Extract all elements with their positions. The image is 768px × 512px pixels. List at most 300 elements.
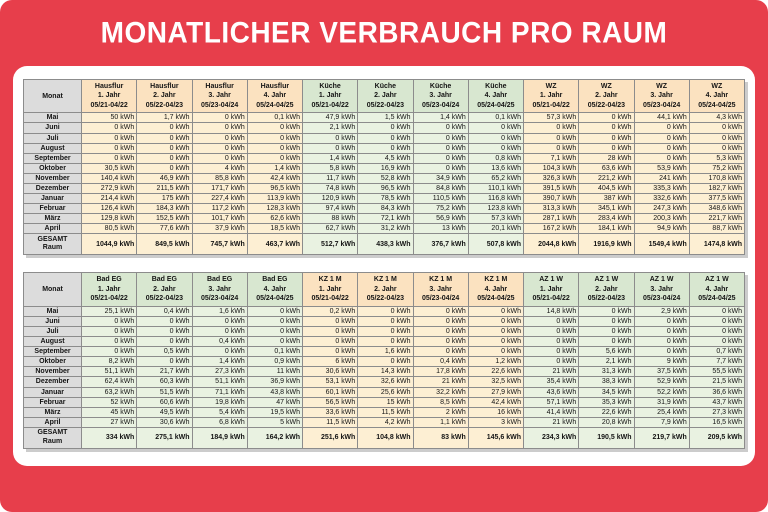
value-cell: 0 kWh (82, 133, 137, 143)
column-header (358, 273, 413, 306)
total-value-cell: 209,5 kWh (689, 427, 744, 448)
value-cell: 11,7 kWh (303, 173, 358, 183)
value-cell: 37,9 kWh (192, 224, 247, 234)
value-cell: 0 kWh (358, 326, 413, 336)
month-label: Juli (24, 133, 82, 143)
value-cell: 140,4 kWh (82, 173, 137, 183)
value-cell: 47,9 kWh (303, 113, 358, 123)
column-header (192, 273, 247, 306)
value-cell: 77,6 kWh (137, 224, 192, 234)
table-row (24, 214, 745, 224)
value-cell: 63,6 kWh (579, 163, 634, 173)
value-cell: 22,6 kWh (468, 367, 523, 377)
value-cell: 0,1 kWh (468, 113, 523, 123)
value-cell: 0 kWh (689, 143, 744, 153)
column-header-line: 05/24-04/25 (256, 295, 294, 303)
value-cell: 0,5 kWh (137, 347, 192, 357)
value-cell: 63,2 kWh (82, 387, 137, 397)
value-cell: 46,9 kWh (137, 173, 192, 183)
table-row (24, 153, 745, 163)
value-cell: 101,7 kWh (192, 214, 247, 224)
value-cell: 0 kWh (247, 337, 302, 347)
value-cell: 88 kWh (303, 214, 358, 224)
table-row (24, 347, 745, 357)
total-value-cell: 164,2 kWh (247, 427, 302, 448)
value-cell: 31,2 kWh (358, 224, 413, 234)
column-header-line: 05/22-04/23 (366, 295, 405, 303)
total-label-line: Raum (42, 437, 63, 445)
column-header (82, 80, 137, 113)
value-cell: 0 kWh (634, 326, 689, 336)
value-cell: 0 kWh (524, 357, 579, 367)
value-cell: 34,5 kWh (579, 387, 634, 397)
value-cell: 390,7 kWh (524, 194, 579, 204)
column-header-line: AZ 1 W (594, 276, 619, 284)
value-cell: 0,1 kWh (247, 347, 302, 357)
total-label-line: GESAMT (37, 429, 68, 437)
column-header (137, 80, 192, 113)
value-cell: 0 kWh (358, 357, 413, 367)
value-cell: 0 kWh (358, 133, 413, 143)
month-label: Mai (24, 113, 82, 123)
column-header-line: 4. Jahr (484, 92, 508, 100)
total-value-cell: 507,8 kWh (468, 234, 523, 255)
value-cell: 43,7 kWh (689, 397, 744, 407)
value-cell: 227,4 kWh (192, 194, 247, 204)
month-label: August (24, 337, 82, 347)
value-cell: 0 kWh (247, 316, 302, 326)
table-row (24, 183, 745, 193)
value-cell: 14,8 kWh (524, 306, 579, 316)
value-cell: 0 kWh (413, 153, 468, 163)
value-cell: 0 kWh (192, 153, 247, 163)
value-cell: 53,9 kWh (634, 163, 689, 173)
value-cell: 0 kWh (303, 347, 358, 357)
column-header (413, 80, 468, 113)
value-cell: 52 kWh (82, 397, 137, 407)
table-row (24, 113, 745, 123)
value-cell: 0 kWh (579, 133, 634, 143)
value-cell: 175 kWh (137, 194, 192, 204)
value-cell: 75,2 kWh (413, 204, 468, 214)
column-header (358, 80, 413, 113)
value-cell: 1,5 kWh (358, 113, 413, 123)
value-cell: 0 kWh (634, 143, 689, 153)
value-cell: 57,3 kWh (468, 214, 523, 224)
month-label: Oktober (24, 163, 82, 173)
column-header-line: 3. Jahr (650, 285, 673, 293)
total-value-cell: 145,6 kWh (468, 427, 523, 448)
month-label: März (24, 214, 82, 224)
value-cell: 0 kWh (192, 113, 247, 123)
table-row (24, 163, 745, 173)
total-value-cell: 849,5 kWh (137, 234, 192, 255)
value-cell: 7,9 kWh (634, 417, 689, 427)
total-value-cell: 334 kWh (82, 427, 137, 448)
column-header (524, 80, 579, 113)
column-header (689, 80, 744, 113)
value-cell: 0 kWh (689, 316, 744, 326)
value-cell: 33,6 kWh (303, 407, 358, 417)
column-header (247, 273, 302, 306)
value-cell: 5,6 kWh (579, 347, 634, 357)
month-label: März (24, 407, 82, 417)
value-cell: 1,4 kWh (413, 113, 468, 123)
value-cell: 0 kWh (413, 163, 468, 173)
column-header-line: 05/22-04/23 (145, 101, 184, 109)
value-cell: 0 kWh (192, 133, 247, 143)
month-label: Juni (24, 123, 82, 133)
value-cell: 0 kWh (358, 316, 413, 326)
total-row (24, 234, 745, 255)
total-value-cell: 376,7 kWh (413, 234, 468, 255)
total-value-cell: 219,7 kWh (634, 427, 689, 448)
value-cell: 8,2 kWh (82, 357, 137, 367)
total-value-cell: 275,1 kWh (137, 427, 192, 448)
value-cell: 0 kWh (137, 357, 192, 367)
value-cell: 11 kWh (247, 367, 302, 377)
column-header-line: 2. Jahr (153, 92, 176, 100)
column-header-line: 05/21-04/22 (311, 295, 349, 303)
total-value-cell: 190,5 kWh (579, 427, 634, 448)
value-cell: 4,5 kWh (358, 153, 413, 163)
value-cell: 0 kWh (82, 316, 137, 326)
column-header-line: 2. Jahr (374, 92, 397, 100)
value-cell: 17,8 kWh (413, 367, 468, 377)
value-cell: 27,3 kWh (689, 407, 744, 417)
value-cell: 0 kWh (689, 123, 744, 133)
column-header-line: AZ 1 W (705, 276, 729, 284)
column-header-line: Küche (319, 83, 341, 90)
value-cell: 0 kWh (468, 306, 523, 316)
value-cell: 14,3 kWh (358, 367, 413, 377)
value-cell: 1,4 kWh (247, 163, 302, 173)
column-header (303, 80, 358, 113)
value-cell: 182,7 kWh (689, 183, 744, 193)
column-header-line: WZ (545, 83, 557, 90)
value-cell: 35,4 kWh (524, 377, 579, 387)
value-cell: 51,1 kWh (192, 377, 247, 387)
value-cell: 32,6 kWh (358, 377, 413, 387)
value-cell: 19,5 kWh (247, 407, 302, 417)
value-cell: 6 kWh (303, 357, 358, 367)
column-header-line: Küche (485, 83, 507, 90)
value-cell: 348,6 kWh (689, 204, 744, 214)
value-cell: 0,4 kWh (137, 306, 192, 316)
month-label: Februar (24, 204, 82, 214)
value-cell: 3 kWh (468, 417, 523, 427)
value-cell: 120,9 kWh (303, 194, 358, 204)
tables-card (13, 66, 755, 466)
consumption-table-lower (23, 272, 745, 448)
total-value-cell: 251,6 kWh (303, 427, 358, 448)
value-cell: 62,7 kWh (303, 224, 358, 234)
value-cell: 2,1 kWh (303, 123, 358, 133)
month-label: November (24, 367, 82, 377)
value-cell: 377,5 kWh (689, 194, 744, 204)
value-cell: 0 kWh (358, 143, 413, 153)
total-value-cell: 83 kWh (413, 427, 468, 448)
month-label: Februar (24, 397, 82, 407)
month-label: Dezember (24, 183, 82, 193)
value-cell: 335,3 kWh (634, 183, 689, 193)
value-cell: 0 kWh (137, 337, 192, 347)
value-cell: 128,3 kWh (247, 204, 302, 214)
value-cell: 387 kWh (579, 194, 634, 204)
value-cell: 0 kWh (524, 143, 579, 153)
value-cell: 32,2 kWh (413, 387, 468, 397)
total-value-cell: 104,8 kWh (358, 427, 413, 448)
value-cell: 60,3 kWh (137, 377, 192, 387)
column-header-line: 05/23-04/24 (200, 295, 239, 303)
value-cell: 0 kWh (413, 347, 468, 357)
column-header (579, 273, 634, 306)
value-cell: 7,1 kWh (524, 153, 579, 163)
column-header-line: 05/23-04/24 (642, 295, 681, 303)
value-cell: 0 kWh (579, 306, 634, 316)
value-cell: 0 kWh (358, 306, 413, 316)
value-cell: 56,5 kWh (303, 397, 358, 407)
value-cell: 43,6 kWh (524, 387, 579, 397)
table-row (24, 194, 745, 204)
column-header-line: KZ 1 M (318, 276, 342, 284)
value-cell: 4,3 kWh (689, 113, 744, 123)
value-cell: 0 kWh (358, 123, 413, 133)
value-cell: 57,1 kWh (524, 397, 579, 407)
value-cell: 0 kWh (303, 316, 358, 326)
column-header-line: Hausflur (94, 83, 124, 90)
value-cell: 0 kWh (413, 123, 468, 133)
value-cell: 211,5 kWh (137, 183, 192, 193)
column-header (137, 273, 192, 306)
column-header-line: 05/22-04/23 (366, 101, 405, 109)
column-header (303, 273, 358, 306)
total-label-line: Raum (42, 244, 63, 252)
value-cell: 0 kWh (579, 326, 634, 336)
value-cell: 0 kWh (579, 123, 634, 133)
value-cell: 0 kWh (413, 133, 468, 143)
value-cell: 37,5 kWh (634, 367, 689, 377)
month-label: Januar (24, 194, 82, 204)
value-cell: 97,4 kWh (303, 204, 358, 214)
value-cell: 32,5 kWh (468, 377, 523, 387)
total-label-line: GESAMT (37, 235, 68, 243)
value-cell: 27,9 kWh (468, 387, 523, 397)
value-cell: 0 kWh (634, 133, 689, 143)
column-header-line: 1. Jahr (97, 92, 121, 100)
value-cell: 31,9 kWh (634, 397, 689, 407)
value-cell: 85,8 kWh (192, 173, 247, 183)
value-cell: 35,3 kWh (579, 397, 634, 407)
value-cell: 184,1 kWh (579, 224, 634, 234)
column-header-line: 05/24-04/25 (698, 101, 736, 109)
column-header-line: KZ 1 M (373, 276, 397, 284)
month-label: April (24, 224, 82, 234)
value-cell: 221,7 kWh (689, 214, 744, 224)
table-row (24, 357, 745, 367)
value-cell: 272,9 kWh (82, 183, 137, 193)
month-label: Januar (24, 387, 82, 397)
value-cell: 0 kWh (82, 337, 137, 347)
table-row (24, 123, 745, 133)
value-cell: 27,3 kWh (192, 367, 247, 377)
column-header-line: 4. Jahr (705, 92, 729, 100)
column-header-line: Küche (374, 83, 397, 90)
value-cell: 113,9 kWh (247, 194, 302, 204)
column-header-line: 05/21-04/22 (532, 295, 570, 303)
value-cell: 22,6 kWh (579, 407, 634, 417)
column-header-line: Bad EG (262, 276, 288, 284)
value-cell: 5,8 kWh (303, 163, 358, 173)
value-cell: 50 kWh (82, 113, 137, 123)
value-cell: 0 kWh (689, 133, 744, 143)
value-cell: 283,4 kWh (579, 214, 634, 224)
value-cell: 129,8 kWh (82, 214, 137, 224)
value-cell: 16 kWh (468, 407, 523, 417)
value-cell: 0 kWh (247, 143, 302, 153)
value-cell: 0 kWh (468, 326, 523, 336)
value-cell: 20,1 kWh (468, 224, 523, 234)
value-cell: 0 kWh (634, 337, 689, 347)
table-row (24, 407, 745, 417)
value-cell: 0 kWh (634, 347, 689, 357)
value-cell: 11,5 kWh (303, 417, 358, 427)
column-header-line: 4. Jahr (484, 285, 508, 293)
value-cell: 19,8 kWh (192, 397, 247, 407)
value-cell: 1,4 kWh (192, 357, 247, 367)
value-cell: 2,1 kWh (579, 357, 634, 367)
value-cell: 0 kWh (303, 133, 358, 143)
value-cell: 0 kWh (524, 123, 579, 133)
value-cell: 184,3 kWh (137, 204, 192, 214)
value-cell: 0 kWh (358, 337, 413, 347)
column-header (82, 273, 137, 306)
value-cell: 72,1 kWh (358, 214, 413, 224)
header-row (24, 273, 745, 306)
column-header-line: Bad EG (206, 276, 233, 284)
value-cell: 0 kWh (247, 306, 302, 316)
table-row (24, 143, 745, 153)
column-header-line: 05/22-04/23 (145, 295, 184, 303)
value-cell: 0 kWh (192, 123, 247, 133)
value-cell: 30,6 kWh (303, 367, 358, 377)
value-cell: 65,2 kWh (468, 173, 523, 183)
column-header-line: 4. Jahr (263, 285, 287, 293)
value-cell: 55,5 kWh (689, 367, 744, 377)
value-cell: 0,4 kWh (192, 337, 247, 347)
header-row (24, 80, 745, 113)
value-cell: 332,6 kWh (634, 194, 689, 204)
page-title: MONATLICHER VERBRAUCH PRO RAUM (100, 16, 668, 49)
value-cell: 1,6 kWh (192, 306, 247, 316)
value-cell: 0 kWh (247, 153, 302, 163)
total-value-cell: 438,3 kWh (358, 234, 413, 255)
total-value-cell: 234,3 kWh (524, 427, 579, 448)
value-cell: 0 kWh (413, 316, 468, 326)
value-cell: 74,8 kWh (303, 183, 358, 193)
table-row (24, 204, 745, 214)
value-cell: 34,9 kWh (413, 173, 468, 183)
total-value-cell: 184,9 kWh (192, 427, 247, 448)
month-label: April (24, 417, 82, 427)
table-row (24, 397, 745, 407)
value-cell: 247,3 kWh (634, 204, 689, 214)
value-cell: 0 kWh (137, 163, 192, 173)
value-cell: 5,3 kWh (689, 153, 744, 163)
value-cell: 52,2 kWh (634, 387, 689, 397)
table-row (24, 173, 745, 183)
value-cell: 200,3 kWh (634, 214, 689, 224)
value-cell: 57,3 kWh (524, 113, 579, 123)
column-header-line: 05/21-04/22 (90, 295, 128, 303)
column-header-line: 1. Jahr (97, 285, 121, 293)
column-header-line: 05/24-04/25 (698, 295, 736, 303)
value-cell: 0 kWh (468, 123, 523, 133)
value-cell: 30,5 kWh (82, 163, 137, 173)
value-cell: 287,1 kWh (524, 214, 579, 224)
value-cell: 0 kWh (413, 306, 468, 316)
value-cell: 60,1 kWh (303, 387, 358, 397)
value-cell: 0 kWh (689, 306, 744, 316)
value-cell: 21,7 kWh (137, 367, 192, 377)
value-cell: 20,8 kWh (579, 417, 634, 427)
value-cell: 21 kWh (524, 417, 579, 427)
value-cell: 0 kWh (468, 316, 523, 326)
value-cell: 0 kWh (137, 153, 192, 163)
column-header-line: 1. Jahr (539, 285, 563, 293)
value-cell: 88,7 kWh (689, 224, 744, 234)
table-row (24, 377, 745, 387)
value-cell: 0 kWh (247, 326, 302, 336)
column-header-line: WZ (600, 83, 612, 90)
value-cell: 71,1 kWh (192, 387, 247, 397)
column-header-line: AZ 1 W (649, 276, 674, 284)
table-row (24, 337, 745, 347)
month-label: September (24, 153, 82, 163)
value-cell: 52,8 kWh (358, 173, 413, 183)
column-header-line: 05/23-04/24 (642, 101, 681, 109)
value-cell: 0,4 kWh (413, 357, 468, 367)
month-column-header: Monat (24, 80, 82, 113)
value-cell: 8,5 kWh (413, 397, 468, 407)
table-row (24, 367, 745, 377)
value-cell: 16,9 kWh (358, 163, 413, 173)
table-row (24, 133, 745, 143)
value-cell: 0 kWh (137, 326, 192, 336)
value-cell: 2,9 kWh (634, 306, 689, 316)
value-cell: 0 kWh (413, 326, 468, 336)
value-cell: 18,5 kWh (247, 224, 302, 234)
value-cell: 0 kWh (689, 326, 744, 336)
column-header (579, 80, 634, 113)
value-cell: 0 kWh (579, 337, 634, 347)
value-cell: 0 kWh (468, 337, 523, 347)
value-cell: 0,1 kWh (247, 113, 302, 123)
value-cell: 0 kWh (192, 316, 247, 326)
value-cell: 62,6 kWh (247, 214, 302, 224)
value-cell: 84,3 kWh (358, 204, 413, 214)
column-header-line: 4. Jahr (705, 285, 729, 293)
value-cell: 0 kWh (468, 133, 523, 143)
value-cell: 0 kWh (247, 123, 302, 133)
value-cell: 404,5 kWh (579, 183, 634, 193)
value-cell: 152,5 kWh (137, 214, 192, 224)
value-cell: 27 kWh (82, 417, 137, 427)
value-cell: 25,1 kWh (82, 306, 137, 316)
value-cell: 51,5 kWh (137, 387, 192, 397)
column-header-line: 05/21-04/22 (532, 101, 570, 109)
column-header-line: 3. Jahr (429, 285, 452, 293)
